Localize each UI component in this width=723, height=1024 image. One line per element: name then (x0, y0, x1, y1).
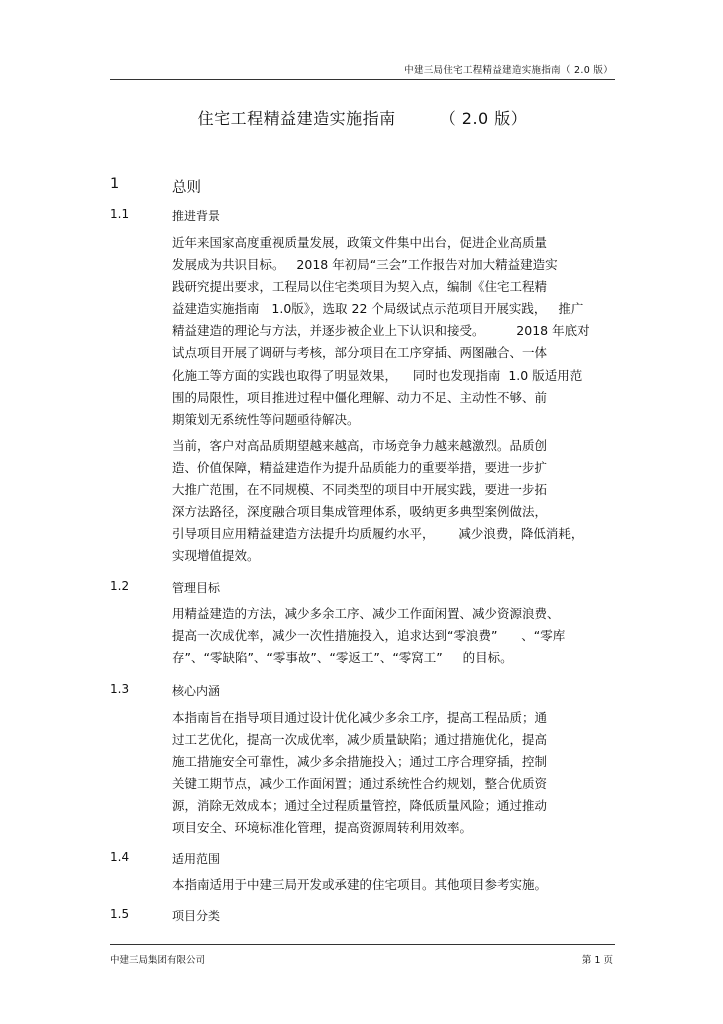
background-paragraph-1: 近年来国家高度重视质量发展，政策文件集中出台，促进企业高质量 发展成为共识目标。 2018 年初局“三会”工作报告对加大精益建造实 践研究提出要求，工程局以住宅类项目为契入点，编制《住宅工程精 益建造实施指南 1.0版》，选取 22 个局级试点示范项目开展实践， 推广 精益建造的理论与方法，并逐步被企业上下认识和接受。 2018 年底对 试点项目开展了调研与考核，部分项目在工序穿插、两图融合、一体 化施工等方面的实践也取得了明显效果， 同时也发现指南 1.0 版适用范 围的局限性，项目推进过程中僵化理解、动力不足、主动性不够、前 期策划无系统性等问题亟待解决。 (172, 235, 590, 427)
scope-paragraph: 本指南适用于中建三局开发或承建的住宅项目。其他项目参考实施。 (172, 877, 548, 892)
page-footer (110, 944, 615, 965)
subsection-number: 1.5 (110, 907, 130, 921)
subsection-heading: 适用范围 (172, 852, 221, 866)
background-paragraph-2: 当前，客户对高品质期望越来越高，市场竞争力越来越激烈。品质创 造、价值保障，精益建造作为提升品质能力的重要举措，要进一步扩 大推广范围，在不同规模、不同类型的项目中开展实践，要进一步拓 深方法路径，深度融合项目集成管理体系，吸纳更多典型案例做法， 引导项目应用精益建造方法提升均质履约水平， 减少浪费，降低消耗， 实现增值提效。 (172, 438, 584, 564)
subsection-number: 1.4 (110, 850, 130, 864)
subsection-number: 1.3 (110, 682, 130, 696)
document-title-version: （ 2.0 版） (439, 109, 528, 128)
section-number: 1 (110, 176, 120, 192)
goals-paragraph: 用精益建造的方法，减少多余工序、减少工作面闲置、减少资源浪费、 提高一次成优率，减少一次性措施投入，追求达到“零浪费” 、“零库 存”、“零缺陷”、“零事故”、“零返工”、“零窝工” 的目标。 (172, 606, 566, 666)
footer-company: 中建三局集团有限公司 (110, 955, 206, 966)
core-paragraph: 本指南旨在指导项目通过设计优化减少多余工序，提高工程品质；通 过工艺优化，提高一次成优率，减少质量缺陷；通过措施优化，提高 施工措施安全可靠性，减少多余措施投入；通过工序合理穿插，控制 关键工期节点，减少工作面闲置；通过系统性合约规划，整合优质资 源，消除无效成本；通过全过程质量管控，降低质量风险；通过推动 项目安全、环境标准化管理，提高资源周转利用效率。 (172, 710, 548, 836)
subsection-number: 1.1 (110, 207, 130, 221)
subsection-heading: 推进背景 (172, 209, 221, 223)
subsection-heading: 管理目标 (172, 581, 221, 595)
subsection-heading: 核心内涵 (172, 684, 221, 698)
page-number: 第 1 页 (581, 955, 613, 966)
subsection-number: 1.2 (110, 579, 130, 593)
document-title-main: 住宅工程精益建造实施指南 (197, 109, 396, 128)
document-title (110, 106, 615, 129)
section-heading: 总则 (172, 180, 201, 196)
running-title: 中建三局住宅工程精益建造实施指南（ 2.0 版） (404, 65, 613, 76)
subsection-heading: 项目分类 (172, 909, 221, 923)
page-header (110, 60, 615, 80)
